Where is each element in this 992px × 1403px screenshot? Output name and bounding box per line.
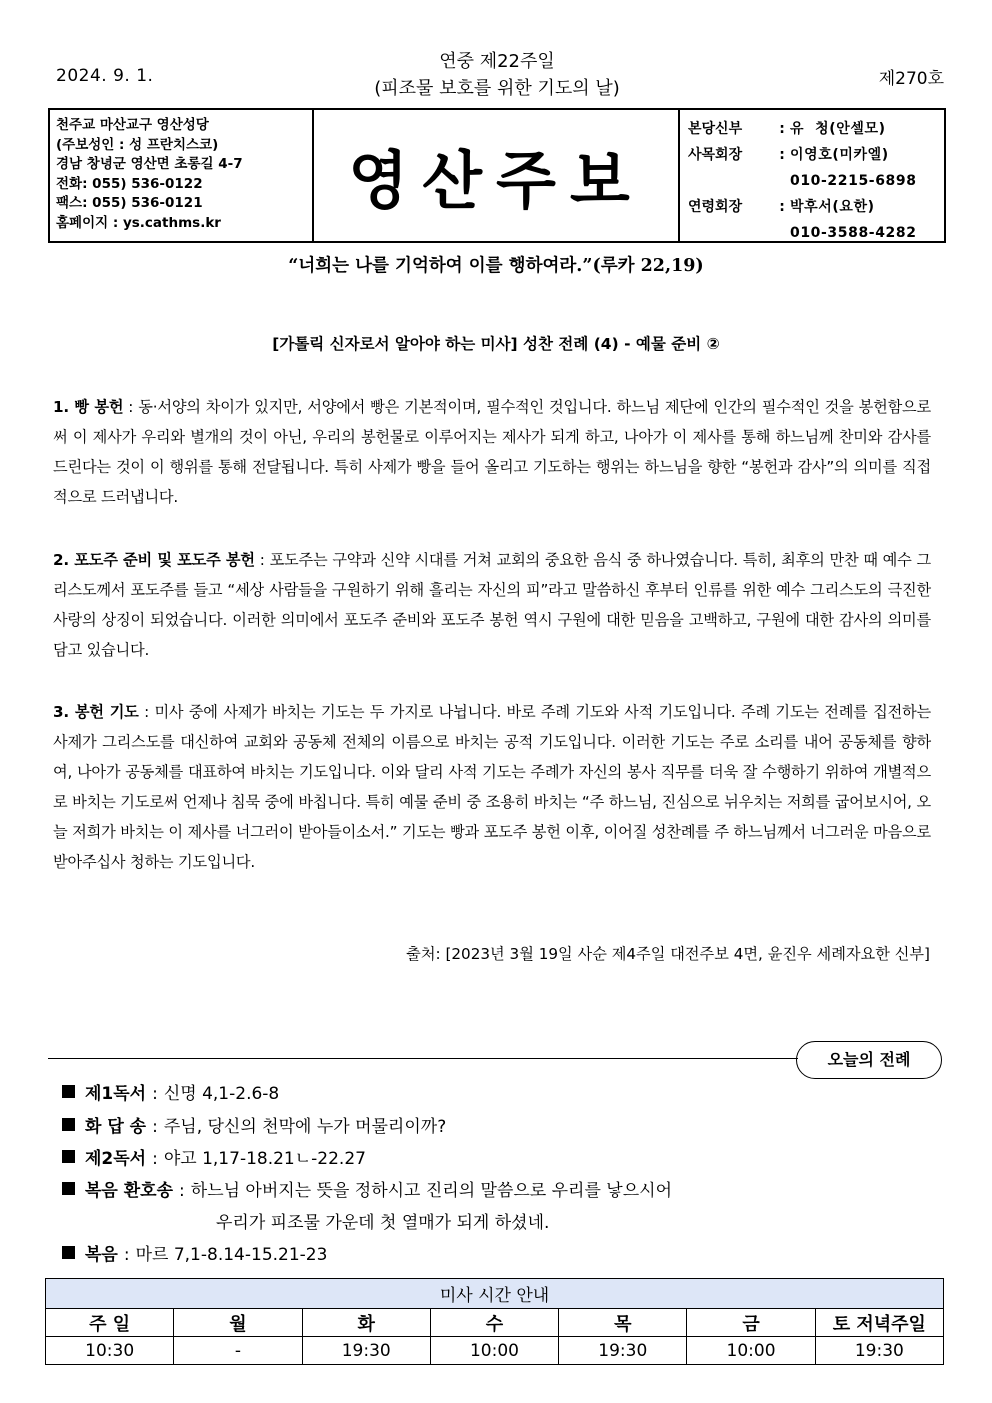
masthead [48,108,946,243]
time-monday: - [174,1337,302,1365]
staff-role: 연령회장 [688,199,743,215]
bulletin-date: 2024. 9. 1. [56,66,154,86]
reading-value: 주님, 당신의 천막에 누가 머물리이까? [163,1117,447,1137]
patron-saint: (주보성인 : 성 프란치스코) [56,136,219,153]
article-title: [가톨릭 신자로서 알아야 하는 미사] 성찬 전례 (4) - 예물 준비 ② [272,335,720,353]
liturgy-divider [48,1058,798,1059]
sunday-title-line1: 연중 제22주일 [439,51,555,72]
reading-gospel: 복음 : 마르 7,1-8.14-15.21-23 [62,1242,327,1268]
mass-schedule-title: 미사 시간 안내 [46,1279,944,1309]
reading-value: 마르 7,1-8.14-15.21-23 [135,1245,328,1265]
staff-sep: : [779,199,785,215]
reading-label: 제2독서 [85,1149,147,1169]
article-section-2: 2. 포도주 준비 및 포도주 봉헌 : 포도주는 구약과 신약 시대를 거쳐 교회의 중요한 음식 중 하나였습니다. 특히, 최후의 만찬 때 예수 그리스도께서 포도주를 들고 “세상 사람들을 구원하기 위해 흘리는 자신의 피”라고 말씀하신 후부터 인류를 위한 예수 그리스도의 극진한 사랑의 상징이 되었습니다. 이러한 의미에서 포도주 준비와 포도주 봉헌 역시 구원에 대한 믿음을 고백하고, 구원에 대한 감사의 의미를 담고 있습니다. [53,551,931,659]
staff-row-funeral-phone [688,220,944,246]
bulletin-header [48,44,946,108]
reading-label: 화 답 송 [85,1117,147,1137]
staff-sep: : [779,121,785,137]
day-friday: 금 [687,1309,815,1337]
day-tuesday: 화 [302,1309,430,1337]
reading-value: 야고 1,17-18.21ㄴ-22.27 [163,1149,366,1169]
reading-second: 제2독서 : 야고 1,17-18.21ㄴ-22.27 [62,1146,366,1172]
staff-sep [774,220,790,246]
reading-psalm: 화 답 송 : 주님, 당신의 천막에 누가 머물리이까? [62,1114,446,1140]
staff-row-pastor [688,116,944,142]
staff-role [688,220,774,246]
parish-address: 경남 창녕군 영산면 초롱길 4-7 [56,156,243,173]
staff-value: 010-2215-6898 [790,173,917,189]
section-body: 동·서양의 차이가 있지만, 서양에서 빵은 기본적이며, 필수적인 것입니다. 하느님 제단에 인간의 필수적인 것을 봉헌함으로써 이 제사가 우리와 별개의 것이 아닌, 우리의 봉헌물로 이루어지는 제사가 되게 하고, 나아가 이 제사를 통해 하느님께 찬미와 감사를 드린다는 것이 이 행위를 통해 전달됩니다. 특히 사제가 빵을 들어 올리고 기도하는 행위는 하느님을 향한 “봉헌과 감사”의 의미를 직접적으로 드러냅니다. [53,398,931,506]
reading-acclamation-continuation: 우리가 피조물 가운데 첫 열매가 되게 하셨네. [216,1213,550,1233]
reading-value: 하느님 아버지는 뜻을 정하시고 진리의 말씀으로 우리를 낳으시어 [190,1181,672,1201]
section-heading: 1. 빵 봉헌 [53,398,124,416]
parish-phone: 전화: 055) 536-0122 [56,175,203,192]
day-monday: 월 [174,1309,302,1337]
mass-times-row [46,1337,944,1365]
day-wednesday: 수 [430,1309,558,1337]
parish-homepage: 홈페이지 : ys.cathms.kr [56,214,221,231]
liturgy-badge: 오늘의 전례 [796,1041,942,1079]
staff-role: 본당신부 [688,121,743,137]
staff-value: 이영호(미카엘) [790,147,889,163]
sunday-title [48,48,946,102]
reading-value: 신명 4,1-2.6-8 [163,1084,280,1104]
black-square-icon [62,1118,75,1131]
parish-name: 천주교 마산교구 영산성당 [56,117,209,133]
staff-row-council-phone [688,168,944,194]
article-section-1: 1. 빵 봉헌 : 동·서양의 차이가 있지만, 서양에서 빵은 기본적이며, 필수적인 것입니다. 하느님 제단에 인간의 필수적인 것을 봉헌함으로써 이 제사가 우리와 별개의 것이 아닌, 우리의 봉헌물로 이루어지는 제사가 되게 하고, 나아가 이 제사를 통해 하느님께 찬미와 감사를 드린다는 것이 이 행위를 통해 전달됩니다. 특히 사제가 빵을 들어 올리고 기도하는 행위는 하느님을 향한 “봉헌과 감사”의 의미를 직접적으로 드러냅니다. [53,398,931,506]
article-section-3: 3. 봉헌 기도 : 미사 중에 사제가 바치는 기도는 두 가지로 나뉩니다. 바로 주례 기도와 사적 기도입니다. 주례 기도는 전례를 집전하는 사제가 그리스도를 대신하여 교회와 공동체 전체의 이름으로 바치는 공적 기도입니다. 이러한 기도는 주로 소리를 내어 공동체를 향하여, 나아가 공동체를 대표하여 바치는 기도입니다. 이와 달리 사적 기도는 주례가 자신의 봉사 직무를 더욱 잘 수행하기 위하여 개별적으로 바치는 기도로써 언제나 침묵 중에 바칩니다. 특히 예물 준비 중 조용히 바치는 “주 하느님, 진심으로 뉘우치는 저희를 굽어보시어, 오늘 저희가 바치는 이 제사를 너그러이 받아들이소서.” 기도는 빵과 포도주 봉헌 이후, 이어질 성찬례를 주 하느님께서 너그러운 마음으로 받아주십사 청하는 기도입니다. [53,703,931,871]
black-square-icon [62,1085,75,1098]
staff-value: 박후서(요한) [790,199,875,215]
parish-fax: 팩스: 055) 536-0121 [56,195,203,212]
staff-role [688,168,774,194]
staff-row-funeral-president [688,194,944,220]
staff-row-council-president [688,142,944,168]
day-thursday: 목 [559,1309,687,1337]
mass-days-row [46,1309,944,1337]
staff-sep: : [779,147,785,163]
section-heading: 2. 포도주 준비 및 포도주 봉헌 [53,551,255,569]
reading-first: 제1독서 : 신명 4,1-2.6-8 [62,1081,279,1107]
parish-info [50,110,314,241]
staff-role: 사목회장 [688,147,743,163]
section-body: 미사 중에 사제가 바치는 기도는 두 가지로 나뉩니다. 바로 주례 기도와 사적 기도입니다. 주례 기도는 전례를 집전하는 사제가 그리스도를 대신하여 교회와 공동체 전체의 이름으로 바치는 공적 기도입니다. 이러한 기도는 주로 소리를 내어 공동체를 향하여, 나아가 공동체를 대표하여 바치는 기도입니다. 이와 달리 사적 기도는 주례가 자신의 봉사 직무를 더욱 잘 수행하기 위하여 개별적으로 바치는 기도로써 언제나 침묵 중에 바칩니다. 특히 예물 준비 중 조용히 바치는 “주 하느님, 진심으로 뉘우치는 저희를 굽어보시어, 오늘 저희가 바치는 이 제사를 너그러이 받아들이소서.” 기도는 빵과 포도주 봉헌 이후, 이어질 성찬례를 주 하느님께서 너그러운 마음으로 받아주십사 청하는 기도입니다. [53,703,931,871]
black-square-icon [62,1182,75,1195]
article-source: 출처: [2023년 3월 19일 사순 제4주일 대전주보 4면, 윤진우 세례자요한 신부] [406,945,930,963]
mass-schedule-table [45,1278,944,1365]
staff-value: 유 청(안셀모) [790,121,886,137]
time-tuesday: 19:30 [302,1337,430,1365]
section-heading: 3. 봉헌 기도 [53,703,139,721]
issue-number: 제270호 [878,69,944,89]
staff-value: 010-3588-4282 [790,225,917,241]
time-saturday-vigil: 19:30 [815,1337,943,1365]
day-saturday-vigil: 토 저녁주일 [815,1309,943,1337]
day-sunday: 주 일 [46,1309,174,1337]
section-body: 포도주는 구약과 신약 시대를 거쳐 교회의 중요한 음식 중 하나였습니다. 특히, 최후의 만찬 때 예수 그리스도께서 포도주를 들고 “세상 사람들을 구원하기 위해 흘리는 자신의 피”라고 말씀하신 후부터 인류를 위한 예수 그리스도의 극진한 사랑의 상징이 되었습니다. 이러한 의미에서 포도주 준비와 포도주 봉헌 역시 구원에 대한 믿음을 고백하고, 구원에 대한 감사의 의미를 담고 있습니다. [53,551,931,659]
time-wednesday: 10:00 [430,1337,558,1365]
time-thursday: 19:30 [559,1337,687,1365]
time-friday: 10:00 [687,1337,815,1365]
time-sunday: 10:30 [46,1337,174,1365]
staff-sep [774,168,790,194]
sunday-title-line2: (피조물 보호를 위한 기도의 날) [374,78,620,99]
reading-label: 복음 [85,1245,118,1265]
mass-schedule-header [46,1279,944,1309]
reading-label: 복음 환호송 [85,1181,174,1201]
scripture-quote: “너희는 나를 기억하여 이를 행하여라.”(루카 22,19) [288,256,704,276]
staff-info [680,110,944,241]
bulletin-logo [314,110,680,241]
black-square-icon [62,1150,75,1163]
black-square-icon [62,1246,75,1259]
logo-text: 영산주보 [348,143,644,218]
reading-acclamation: 복음 환호송 : 하느님 아버지는 뜻을 정하시고 진리의 말씀으로 우리를 낳으시어 [62,1178,672,1204]
reading-label: 제1독서 [85,1084,147,1104]
